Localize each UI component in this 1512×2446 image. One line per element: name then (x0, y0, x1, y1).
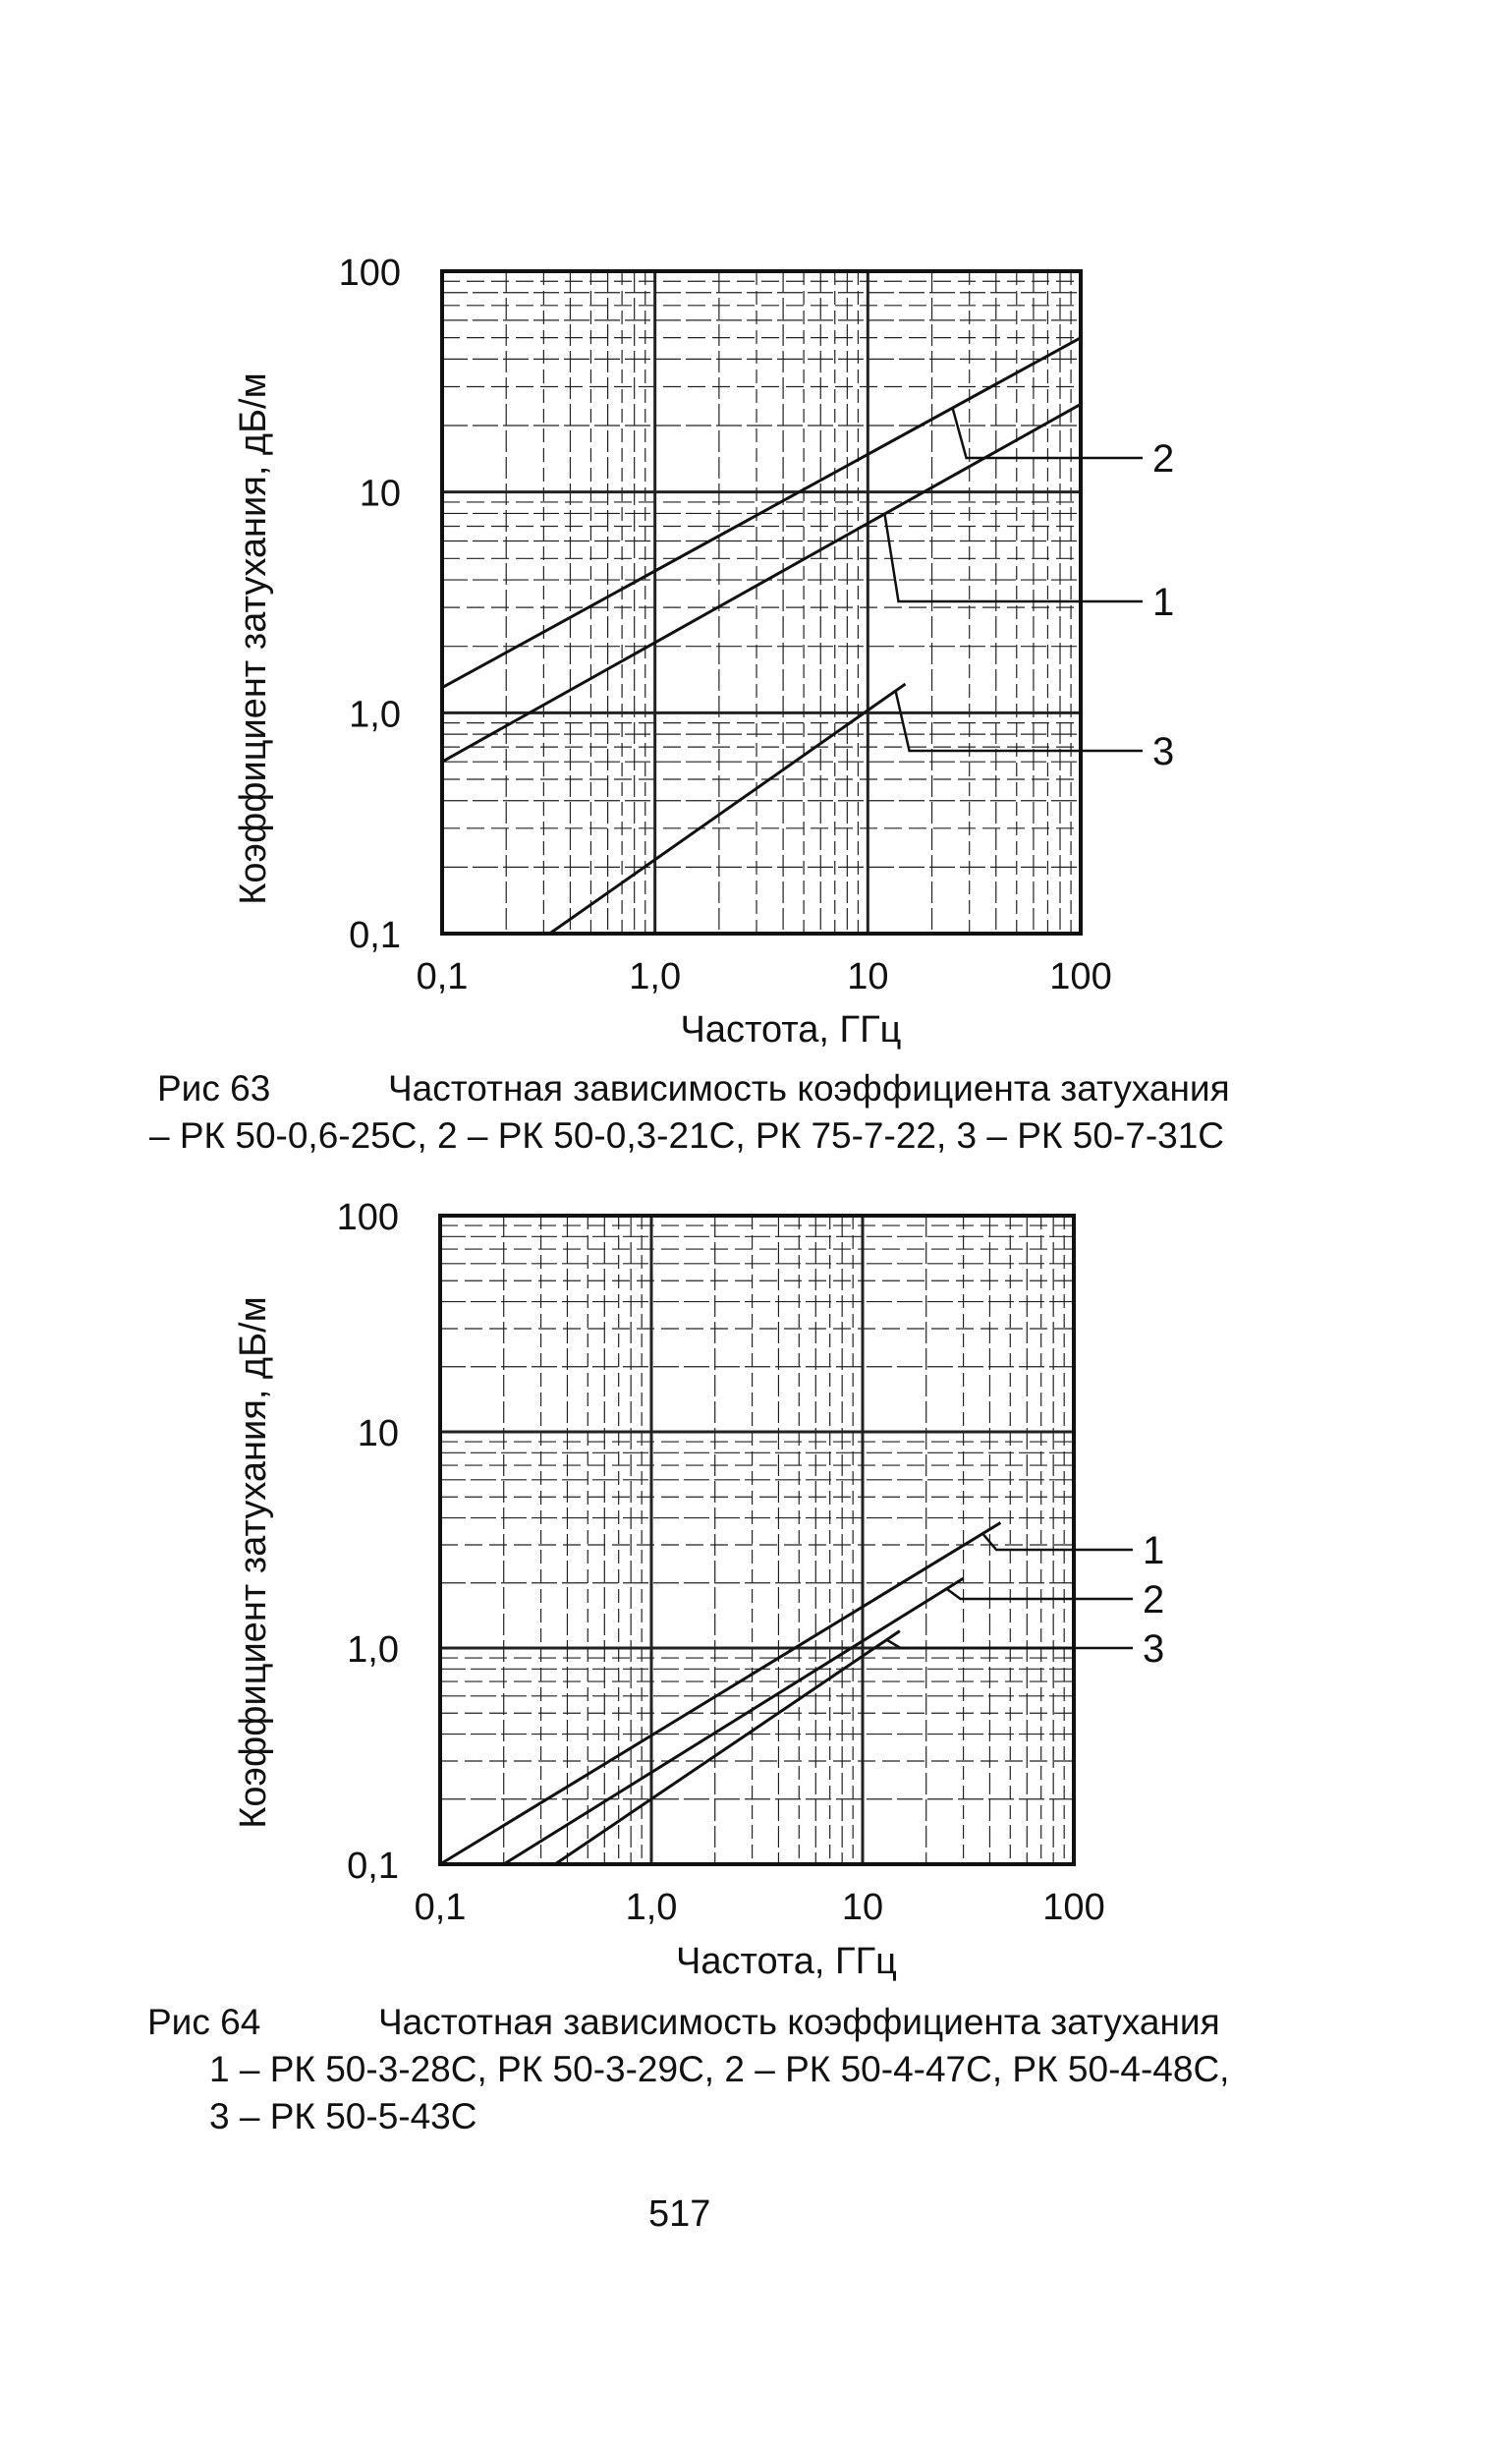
series-label-3: 3 (1152, 730, 1175, 773)
y-tick-label: 0,1 (349, 915, 401, 956)
series-line-2 (504, 1578, 964, 1864)
x-tick-label: 1,0 (629, 956, 682, 997)
caption-fig64-text: Частотная зависимость коэффициента затухания (378, 2002, 1220, 2042)
series-label-1: 1 (1143, 1529, 1165, 1572)
y-tick-label: 1,0 (347, 1629, 399, 1671)
x-tick-label: 0,1 (414, 1887, 467, 1928)
grid (440, 1216, 1074, 1864)
caption-fig63-number: Рис 63 (157, 1068, 271, 1109)
x-axis-label: Частота, ГГц (680, 1009, 902, 1051)
leader-line-2 (947, 1589, 1133, 1599)
x-tick-label: 100 (1042, 1887, 1105, 1928)
caption-fig63-text: Частотная зависимость коэффициента затухания (388, 1068, 1230, 1109)
y-tick-label: 10 (357, 1413, 399, 1454)
x-tick-label: 10 (847, 956, 889, 997)
y-tick-label: 1,0 (349, 694, 401, 736)
series-line-3 (555, 1631, 900, 1864)
x-tick-label: 10 (841, 1887, 884, 1928)
x-tick-label: 100 (1049, 956, 1112, 997)
caption-fig64-number: Рис 64 (147, 2002, 261, 2042)
series-label-2: 2 (1152, 437, 1175, 481)
y-axis-label: Коэффициент затухания, дБ/м (233, 1296, 274, 1829)
leader-line-1 (982, 1534, 1133, 1550)
y-tick-label: 0,1 (347, 1846, 399, 1887)
caption-fig63-title (157, 1066, 1230, 1111)
x-tick-label: 0,1 (416, 956, 469, 997)
page-number: 517 (648, 2193, 711, 2235)
series-label-2: 2 (1143, 1578, 1165, 1621)
series-label-3: 3 (1143, 1627, 1165, 1671)
caption-fig63-legend: – РК 50-0,6-25С, 2 – РК 50-0,3-21С, РК 75-7-22, 3 – РК 50-7-31С (149, 1115, 1225, 1156)
series-label-1: 1 (1152, 581, 1175, 624)
caption-fig64-title (147, 2000, 1220, 2045)
y-tick-label: 10 (359, 473, 401, 515)
y-tick-label: 100 (338, 253, 401, 294)
y-axis-label: Коэффициент затухания, дБ/м (233, 372, 274, 905)
x-tick-label: 1,0 (625, 1887, 678, 1928)
x-axis-label: Частота, ГГц (676, 1941, 897, 1982)
caption-fig64-legend-line1: 1 – РК 50-3-28С, РК 50-3-29С, 2 – РК 50-4-47С, РК 50-4-48С, (209, 2049, 1230, 2089)
y-tick-label: 100 (336, 1197, 399, 1238)
series-line-1 (440, 1522, 1000, 1864)
plot-frame (440, 1216, 1074, 1864)
caption-fig64-legend-line2: 3 – РК 50-5-43С (209, 2096, 477, 2136)
